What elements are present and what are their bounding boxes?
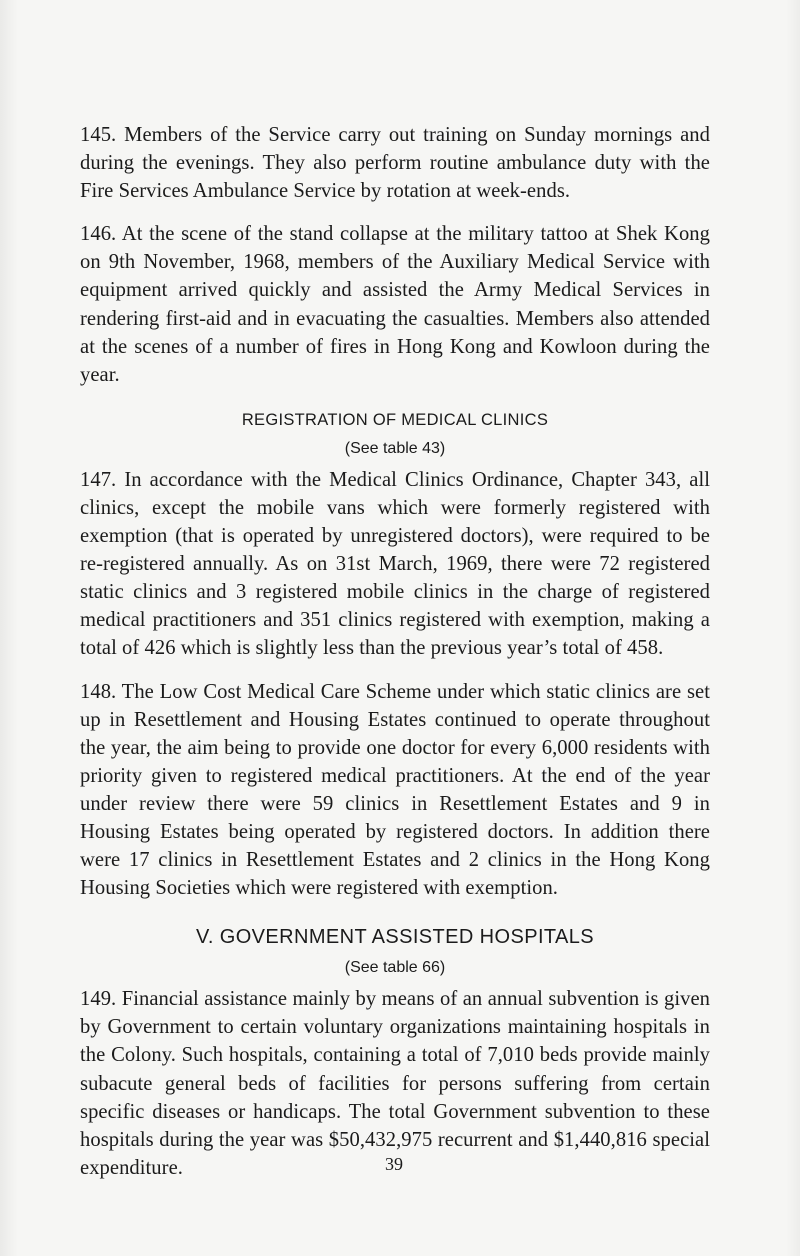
page-content <box>80 121 710 1197</box>
paragraph-148: 148. The Low Cost Medical Care Scheme under which static clinics are set up in Resettlement and Housing Estates continued to operate throughout the year, the aim being to provide one doctor for every 6,000 residents with priority given to registered medical practitioners. At the end of the year under review there were 59 clinics in Resettlement Estates and 9 in Housing Estates being operated by registered doctors. In addition there were 17 clinics in Resettlement Estates and 2 clinics in the Hong Kong Housing Societies which were registered with exemption. <box>80 680 710 900</box>
section-heading-registration: REGISTRATION OF MEDICAL CLINICS <box>241 410 549 429</box>
paragraph-146: 146. At the scene of the stand collapse at the military tattoo at Shek Kong on 9th November, 1968, members of the Auxiliary Medical Service with equipment arrived quickly and assisted the Army Medical Services in rendering first-aid and in evacuating the casualties. Members also attended at the scenes of a number of fires in Hong Kong and Kowloon during the year. <box>80 223 710 386</box>
table-reference-43: (See table 43) <box>344 439 446 457</box>
table-reference-66: (See table 66) <box>344 959 446 977</box>
page-number: 39 <box>385 1154 403 1174</box>
paragraph-149: 149. Financial assistance mainly by means of an annual subvention is given by Government to certain voluntary organizations maintaining hospitals in the Colony. Such hospitals, containing a total of 7,010 beds provide mainly subacute general beds of facilities for persons suffering from certain specific diseases or handicaps. The total Government subvention to these hospitals during the year was $50,432,975 recurrent and $1,440,816 special expenditure. <box>80 988 710 1179</box>
paragraph-147: 147. In accordance with the Medical Clinics Ordinance, Chapter 343, all clinics, except the mobile vans which were formerly registered with exemption (that is operated by unregistered doctors), were required to be re-registered annually. As on 31st March, 1969, there were 72 registered static clinics and 3 registered mobile clinics in the charge of registered medical practitioners and 351 clinics registered with exemption, making a total of 426 which is slightly less than the previous year’s total of 458. <box>80 468 710 660</box>
paragraph-145: 145. Members of the Service carry out training on Sunday mornings and during the evenings. They also perform routine ambulance duty with the Fire Services Ambulance Service by rotation at week-ends. <box>80 124 710 203</box>
section-heading-hospitals: V. GOVERNMENT ASSISTED HOSPITALS <box>195 926 595 949</box>
